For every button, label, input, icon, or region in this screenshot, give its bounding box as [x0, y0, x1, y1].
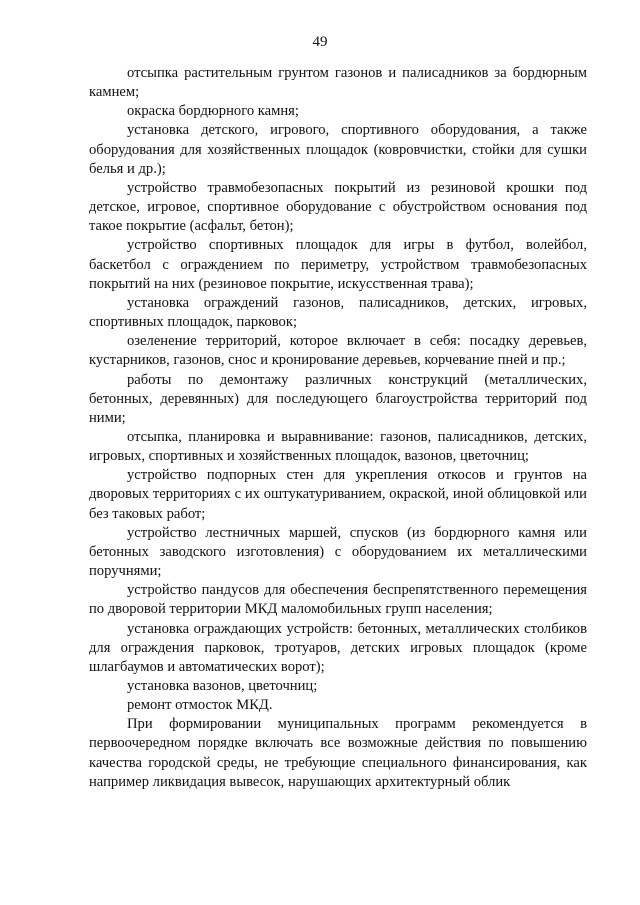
paragraph-7: озеленение территорий, которое включает в себя: посадку деревьев, кустарников, газонов, снос и кронирование деревьев, корчевание пней и пр.;: [89, 333, 587, 369]
document-body: [89, 64, 587, 792]
paragraph-5: устройство спортивных площадок для игры в футбол, волейбол, баскетбол с ограждением по периметру, устройством травмобезопасных покрытий на них (резиновое покрытие, искусственная трава);: [89, 237, 587, 292]
paragraph-13: установка ограждающих устройств: бетонных, металлических столбиков для ограждения парковок, тротуаров, детских игровых площадок (кроме шлагбаумов и автоматических ворот);: [89, 620, 587, 675]
paragraph-9: отсыпка, планировка и выравнивание: газонов, палисадников, детских, игровых, спортивных и хозяйственных площадок, вазонов, цветочниц;: [89, 428, 587, 465]
paragraph-2: окраска бордюрного камня;: [127, 103, 299, 120]
paragraph-4: устройство травмобезопасных покрытий из резиновой крошки под детское, игровое, спортивное оборудование с обустройством основания под такое покрытие (асфальт, бетон);: [89, 179, 587, 235]
paragraph-6: установка ограждений газонов, палисадников, детских, игровых, спортивных площадок, парковок;: [89, 294, 587, 331]
paragraph-16: При формировании муниципальных программ рекомендуется в первоочередном порядке включать все возможные действия по повышению качества городской среды, не требующие специального финансирования, как например ликвидация вывесок, нарушающих архитектурный облик: [89, 716, 587, 790]
paragraph-3: установка детского, игрового, спортивного оборудования, а также оборудования для хозяйственных площадок (ковровчистки, стойки для сушки белья и др.);: [89, 122, 587, 177]
paragraph-8: работы по демонтажу различных конструкций (металлических, бетонных, деревянных) для последующего благоустройства территорий под ними;: [89, 371, 587, 426]
paragraph-11: устройство лестничных маршей, спусков (из бордюрного камня или бетонных заводского изготовления) с оборудованием их металлическими поручнями;: [89, 524, 587, 580]
paragraph-14: установка вазонов, цветочниц;: [127, 678, 318, 694]
page-number: 49: [312, 34, 328, 50]
paragraph-15: ремонт отмосток МКД.: [127, 697, 273, 714]
paragraph-10: устройство подпорных стен для укрепления откосов и грунтов на дворовых территориях с их оштукатуриванием, окраской, иной облицовкой или без таковых работ;: [89, 467, 587, 522]
paragraph-1: отсыпка растительным грунтом газонов и палисадников за бордюрным камнем;: [89, 65, 587, 101]
paragraph-12: устройство пандусов для обеспечения беспрепятственного перемещения по дворовой территории МКД маломобильных групп населения;: [89, 582, 587, 618]
